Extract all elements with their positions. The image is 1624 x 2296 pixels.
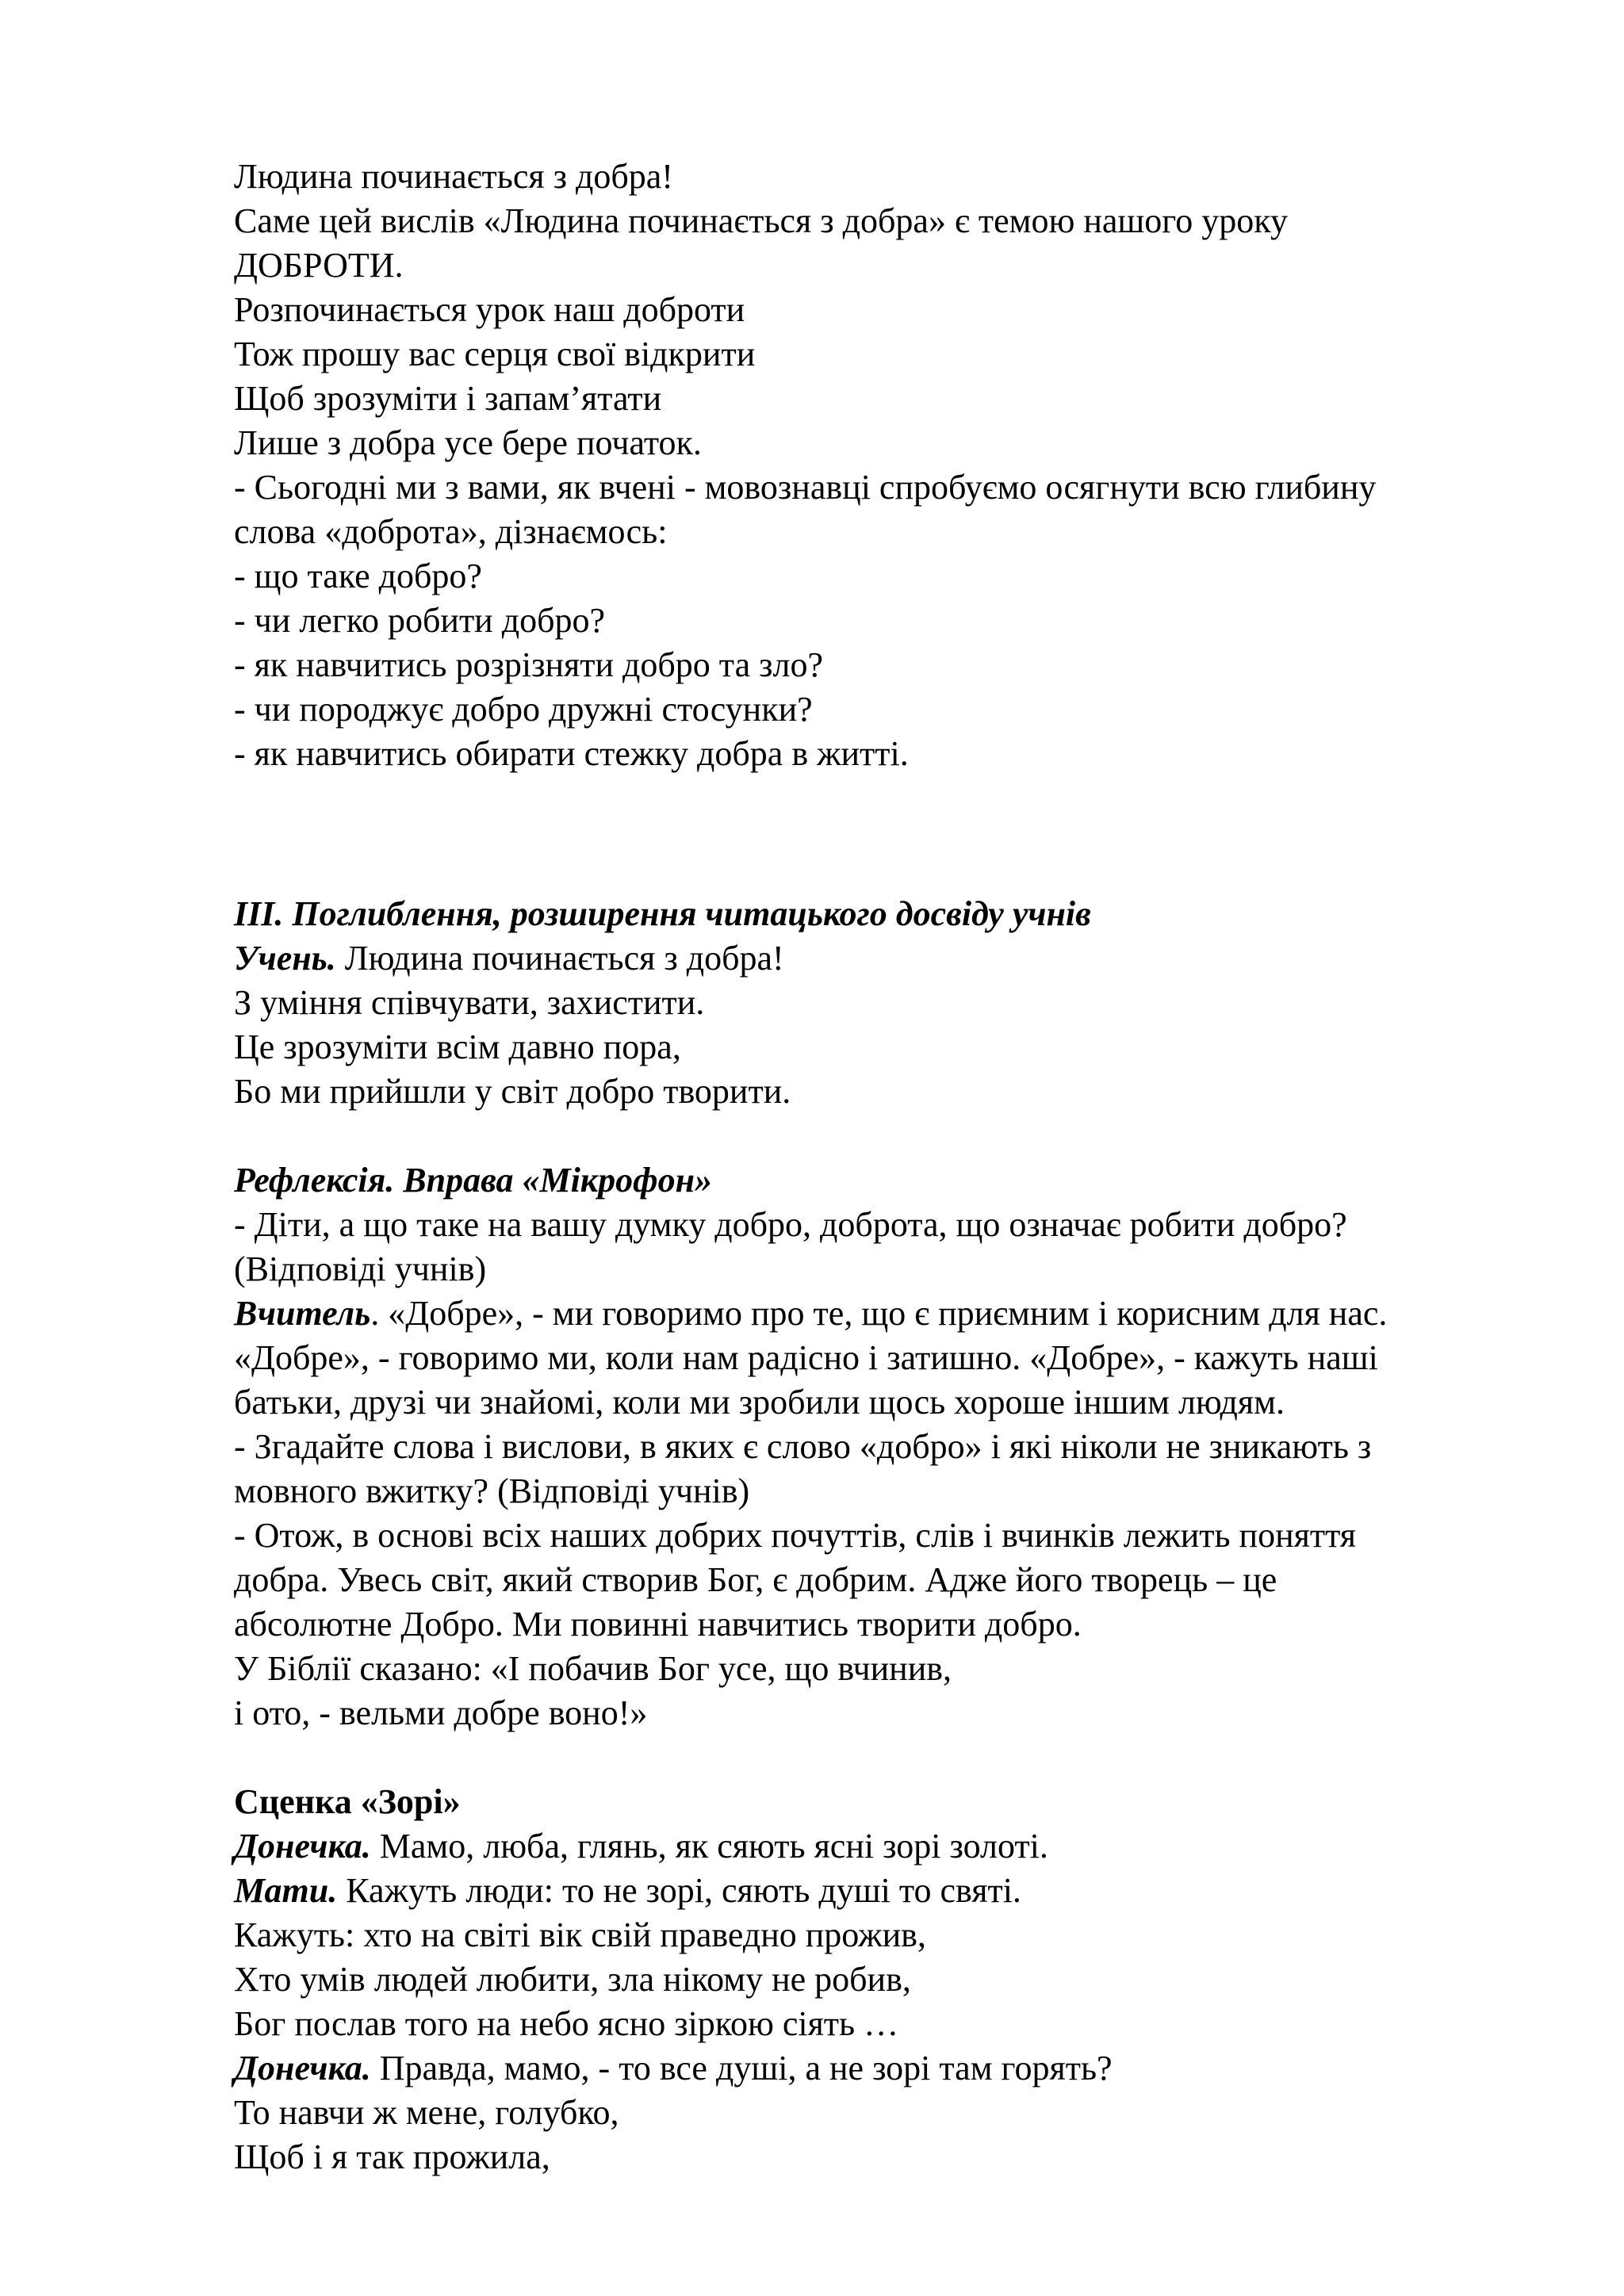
paragraph-line: мовного вжитку? (Відповіді учнів) xyxy=(234,1471,750,1510)
question-item: - чи породжує добро дружні стосунки? xyxy=(234,690,813,729)
poem-line: То навчи ж мене, голубко, xyxy=(234,2093,619,2132)
poem-line: Розпочинається урок наш доброти xyxy=(234,290,745,329)
speech-text: Кажуть люди: то не зорі, сяють душі то святі. xyxy=(337,1871,1021,1910)
section-heading: Сценка «Зорі» xyxy=(234,1782,461,1821)
paragraph-line: добра. Увесь світ, який створив Бог, є добрим. Адже його творець – це xyxy=(234,1560,1277,1599)
speech-text: Мамо, люба, глянь, як сяють ясні зорі золоті. xyxy=(370,1827,1048,1866)
paragraph-line: - Згадайте слова і вислови, в яких є слово «добро» і які ніколи не зникають з xyxy=(234,1427,1372,1466)
poem-line: Бог послав того на небо ясно зіркою сіять … xyxy=(234,2004,899,2043)
document-text xyxy=(234,155,1519,2179)
poem-line: Щоб і я так прожила, xyxy=(234,2137,550,2176)
paragraph-line: батьки, друзі чи знайомі, коли ми зробили щось хороше іншим людям. xyxy=(234,1383,1285,1422)
poem-line: Хто умів людей любити, зла нікому не робив, xyxy=(234,1960,911,1999)
section-heading: Рефлексія. Вправа «Мікрофон» xyxy=(234,1161,713,1200)
poem-line: Бо ми прийшли у світ добро творити. xyxy=(234,1072,791,1111)
dialogue-line xyxy=(234,1869,1519,1913)
poem-line: Лише з добра усе бере початок. xyxy=(234,423,702,462)
spacer xyxy=(234,1735,1519,1780)
question-item: - що таке добро? xyxy=(234,557,482,595)
paragraph-line: - Діти, а що таке на вашу думку добро, доброта, що означає робити добро? xyxy=(234,1205,1347,1244)
paragraph-line: абсолютне Добро. Ми повинні навчитись творити добро. xyxy=(234,1605,1082,1644)
poem-line: З уміння співчувати, захистити. xyxy=(234,983,705,1022)
paragraph-line: (Відповіді учнів) xyxy=(234,1249,487,1288)
spacer xyxy=(234,848,1519,892)
spacer xyxy=(234,776,1519,848)
intro-line: Саме цей вислів «Людина починається з добра» є темою нашого уроку xyxy=(234,201,1288,240)
question-item: - як навчитись обирати стежку добра в житті. xyxy=(234,734,909,773)
intro-line: - Сьогодні ми з вами, як вчені - мовознавці спробуємо осягнути всю глибину xyxy=(234,468,1377,507)
speaker-label: Учень. xyxy=(234,939,336,978)
dialogue-line xyxy=(234,2046,1519,2091)
poem-line: Це зрозуміти всім давно пора, xyxy=(234,1027,681,1066)
intro-line: Людина починається з добра! xyxy=(234,157,673,196)
paragraph-line: і ото, - вельми добре воно!» xyxy=(234,1693,648,1732)
speaker-label: Донечка. xyxy=(234,2049,371,2087)
dialogue-line xyxy=(234,1824,1519,1869)
question-item: - чи легко робити добро? xyxy=(234,601,606,640)
section-heading: ІІІ. Поглиблення, розширення читацького досвіду учнів xyxy=(234,894,1091,933)
spacer xyxy=(234,1114,1519,1158)
speech-text: . «Добре», - ми говоримо про те, що є приємним і корисним для нас. xyxy=(370,1294,1388,1333)
speaker-label: Мати. xyxy=(234,1871,338,1910)
question-item: - як навчитись розрізняти добро та зло? xyxy=(234,645,823,684)
student-line xyxy=(234,936,1519,981)
speaker-label: Донечка. xyxy=(234,1827,371,1866)
paragraph-line: - Отож, в основі всіх наших добрих почуттів, слів і вчинків лежить поняття xyxy=(234,1516,1357,1555)
teacher-line xyxy=(234,1292,1519,1336)
speaker-label: Вчитель xyxy=(234,1294,371,1333)
poem-line: Кажуть: хто на світі вік свій праведно прожив, xyxy=(234,1915,926,1954)
paragraph-line: «Добре», - говоримо ми, коли нам радісно і затишно. «Добре», - кажуть наші xyxy=(234,1338,1378,1377)
speech-text: Правда, мамо, - то все душі, а не зорі там горять? xyxy=(370,2049,1113,2087)
speech-text: Людина починається з добра! xyxy=(335,939,784,978)
intro-line: ДОБРОТИ. xyxy=(234,246,404,285)
paragraph-line: У Біблії сказано: «І побачив Бог усе, що вчинив, xyxy=(234,1649,952,1688)
poem-line: Щоб зрозуміти і запам’ятати xyxy=(234,379,662,418)
intro-line: слова «доброта», дізнаємось: xyxy=(234,512,668,551)
poem-line: Тож прошу вас серця свої відкрити xyxy=(234,335,756,373)
